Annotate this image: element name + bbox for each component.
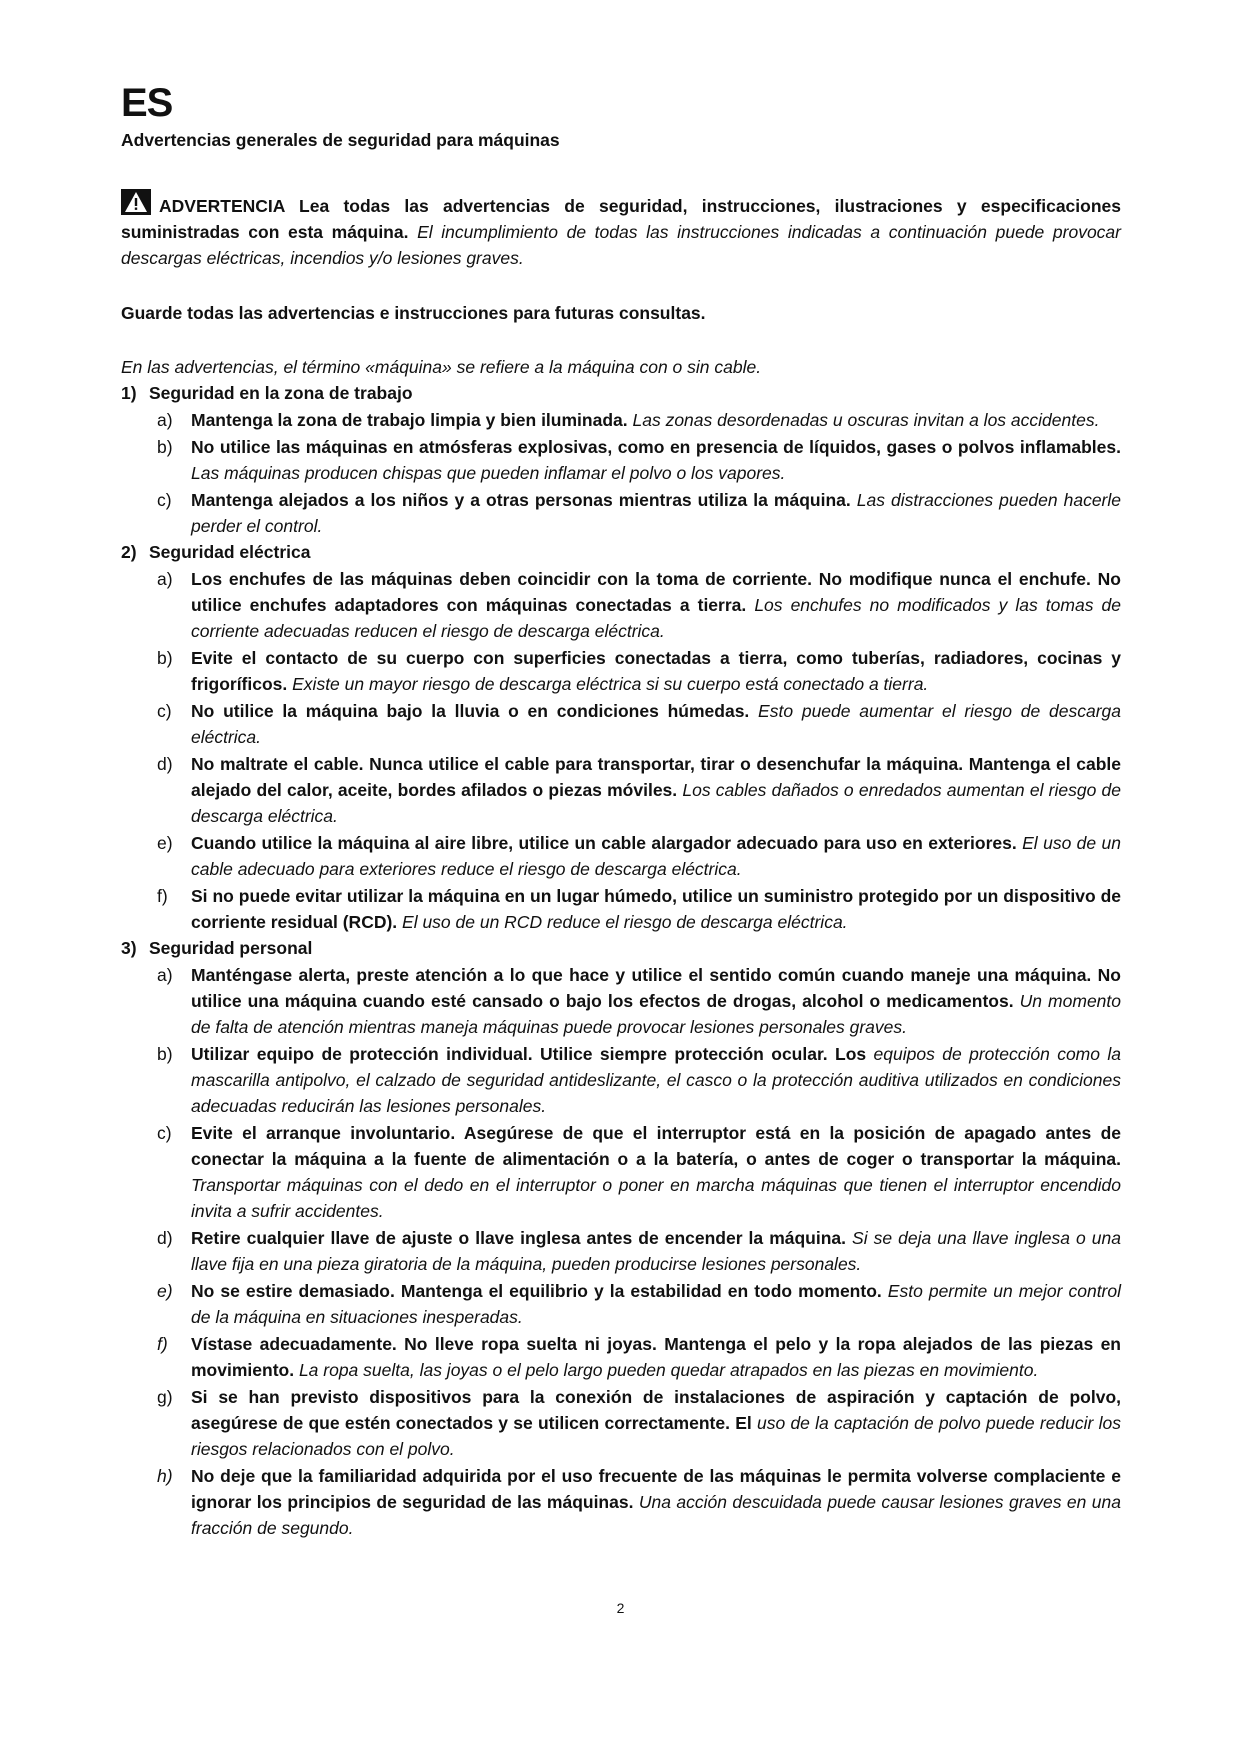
section-number: 1): [121, 383, 137, 403]
warning-italic-text: El incumplimiento de todas las instrucciones indicadas a continuación puede provocar descargas eléctricas, incendios y/o lesiones graves.: [121, 222, 1121, 268]
document-title: Advertencias generales de seguridad para máquinas: [121, 130, 560, 150]
item-letter: d): [157, 754, 173, 774]
section-title: [121, 539, 1121, 565]
item-bold-text: No se estire demasiado. Mantenga el equilibrio y la estabilidad en todo momento.: [191, 1281, 882, 1301]
item-letter: f): [157, 886, 168, 906]
section-title-text: Seguridad eléctrica: [149, 542, 311, 562]
sections-list: [121, 380, 1121, 1541]
list-item: [121, 698, 1121, 750]
item-bold-text: No maltrate el cable. Nunca utilice el cable para transportar, tirar o desenchufar la máquina. Mantenga el cable alejado del calor, aceite, bordes afilados o piezas móviles.: [191, 754, 1121, 800]
item-italic-text: Las máquinas producen chispas que pueden inflamar el polvo o los vapores.: [191, 463, 786, 483]
item-italic-text: Transportar máquinas con el dedo en el interruptor o poner en marcha máquinas que tienen el interruptor encendido invita a sufrir accidentes.: [191, 1175, 1121, 1221]
item-letter: a): [157, 965, 173, 985]
item-bold-text: No utilice la máquina bajo la lluvia o en condiciones húmedas.: [191, 701, 750, 721]
warning-bold-text: Lea todas las advertencias de seguridad, instrucciones, ilustraciones y especificaciones suministradas con esta máquina.: [121, 196, 1121, 242]
list-item: [121, 487, 1121, 539]
item-bold-text: No utilice las máquinas en atmósferas explosivas, como en presencia de líquidos, gases o polvos inflamables.: [191, 437, 1121, 457]
item-italic-text: Los enchufes no modificados y las tomas de corriente adecuadas reducen el riesgo de descarga eléctrica.: [191, 595, 1121, 641]
item-italic-text: El uso de un RCD reduce el riesgo de descarga eléctrica.: [397, 912, 848, 932]
item-letter: e): [157, 833, 173, 853]
list-item: [121, 1225, 1121, 1277]
item-italic-text: Existe un mayor riesgo de descarga eléctrica si su cuerpo está conectado a tierra.: [287, 674, 929, 694]
item-letter: b): [157, 1044, 173, 1064]
item-letter: d): [157, 1228, 173, 1248]
item-letter: b): [157, 648, 173, 668]
section-title-text: Seguridad en la zona de trabajo: [149, 383, 413, 403]
item-italic-text: El uso de un cable adecuado para exteriores reduce el riesgo de descarga eléctrica.: [191, 833, 1121, 879]
list-item: [121, 434, 1121, 486]
save-instructions: Guarde todas las advertencias e instrucciones para futuras consultas.: [121, 303, 706, 323]
document-page: [121, 80, 1121, 1541]
section-number: 3): [121, 938, 137, 958]
item-letter: e): [157, 1281, 173, 1301]
item-bold-text: Utilizar equipo de protección individual. Utilice siempre protección ocular. Los: [191, 1044, 867, 1064]
item-italic-text: equipos de protección como la mascarilla antipolvo, el calzado de seguridad antideslizante, el casco o la protección auditiva utilizados en condiciones adecuadas reducirán las lesiones personales.: [191, 1044, 1121, 1116]
item-bold-text: Los enchufes de las máquinas deben coincidir con la toma de corriente. No modifique nunca el enchufe. No utilice enchufes adaptadores con máquinas conectadas a tierra.: [191, 569, 1121, 615]
warning-label: ADVERTENCIA: [159, 196, 285, 216]
list-item: [121, 1120, 1121, 1224]
item-bold-text: Retire cualquier llave de ajuste o llave inglesa antes de encender la máquina.: [191, 1228, 847, 1248]
item-bold-text: No deje que la familiaridad adquirida por el uso frecuente de las máquinas le permita volverse complaciente e ignorar los principios de seguridad de las máquinas.: [191, 1466, 1121, 1512]
section-title-text: Seguridad personal: [149, 938, 313, 958]
item-italic-text: Un momento de falta de atención mientras maneja máquinas puede provocar lesiones personales graves.: [191, 991, 1121, 1037]
item-letter: a): [157, 569, 173, 589]
item-bold-text: Si no puede evitar utilizar la máquina en un lugar húmedo, utilice un suministro protegido por un dispositivo de corriente residual (RCD).: [191, 886, 1121, 932]
item-bold-text: Mantenga alejados a los niños y a otras personas mientras utiliza la máquina.: [191, 490, 851, 510]
item-letter: c): [157, 490, 172, 510]
item-italic-text: Los cables dañados o enredados aumentan el riesgo de descarga eléctrica.: [191, 780, 1121, 826]
item-italic-text: Esto puede aumentar el riesgo de descarga eléctrica.: [191, 701, 1121, 747]
item-bold-text: Evite el contacto de su cuerpo con superficies conectadas a tierra, como tuberías, radiadores, cocinas y frigoríficos.: [191, 648, 1121, 694]
intro-text: En las advertencias, el término «máquina» se refiere a la máquina con o sin cable.: [121, 357, 762, 377]
section-title: [121, 935, 1121, 961]
list-item: [121, 751, 1121, 829]
list-item: [121, 883, 1121, 935]
list-item: [121, 645, 1121, 697]
item-bold-text: Manténgase alerta, preste atención a lo que hace y utilice el sentido común cuando maneje una máquina. No utilice una máquina cuando esté cansado o bajo los efectos de drogas, alcohol o medicamentos.: [191, 965, 1121, 1011]
item-italic-text: Esto permite un mejor control de la máquina en situaciones inesperadas.: [191, 1281, 1122, 1327]
list-item: [121, 1384, 1121, 1462]
item-letter: c): [157, 701, 172, 721]
list-item: [121, 1331, 1121, 1383]
list-item: [121, 1463, 1121, 1541]
warning-triangle-icon: [121, 189, 151, 215]
section-number: 2): [121, 542, 137, 562]
item-bold-text: Mantenga la zona de trabajo limpia y bien iluminada.: [191, 410, 628, 430]
item-letter: h): [157, 1466, 173, 1486]
list-item: [121, 1278, 1121, 1330]
item-italic-text: Las zonas desordenadas u oscuras invitan a los accidentes.: [627, 410, 1100, 430]
item-italic-text: La ropa suelta, las joyas o el pelo largo pueden quedar atrapados en las piezas en movimiento.: [294, 1360, 1039, 1380]
item-letter: a): [157, 410, 173, 430]
list-item: [121, 1041, 1121, 1119]
item-letter: g): [157, 1387, 173, 1407]
item-italic-text: Una acción descuidada puede causar lesiones graves en una fracción de segundo.: [191, 1492, 1121, 1538]
section-title: [121, 380, 1121, 406]
item-bold-text: Evite el arranque involuntario. Asegúrese de que el interruptor está en la posición de apagado antes de conectar la máquina a la fuente de alimentación o a la batería, o antes de coger o transportar la máquina.: [191, 1123, 1121, 1169]
item-bold-text: Vístase adecuadamente. No lleve ropa suelta ni joyas. Mantenga el pelo y la ropa alejados de las piezas en movimiento.: [191, 1334, 1121, 1380]
warning-paragraph: [121, 189, 1121, 271]
item-bold-text: Si se han previsto dispositivos para la conexión de instalaciones de aspiración y captación de polvo, asegúrese de que estén conectados y se utilicen correctamente. El: [191, 1387, 1121, 1433]
language-code: ES: [121, 81, 173, 125]
item-letter: b): [157, 437, 173, 457]
list-item: [121, 407, 1121, 433]
item-letter: c): [157, 1123, 172, 1143]
item-italic-text: uso de la captación de polvo puede reducir los riesgos relacionados con el polvo.: [191, 1413, 1121, 1459]
list-item: [121, 566, 1121, 644]
item-italic-text: Las distracciones pueden hacerle perder el control.: [191, 490, 1121, 536]
list-item: [121, 962, 1121, 1040]
item-italic-text: Si se deja una llave inglesa o una llave fija en una pieza giratoria de la máquina, pueden producirse lesiones personales.: [191, 1228, 1121, 1274]
item-bold-text: Cuando utilice la máquina al aire libre, utilice un cable alargador adecuado para uso en exteriores.: [191, 833, 1017, 853]
list-item: [121, 830, 1121, 882]
page-number: 2: [616, 1600, 625, 1616]
item-letter: f): [157, 1334, 168, 1354]
